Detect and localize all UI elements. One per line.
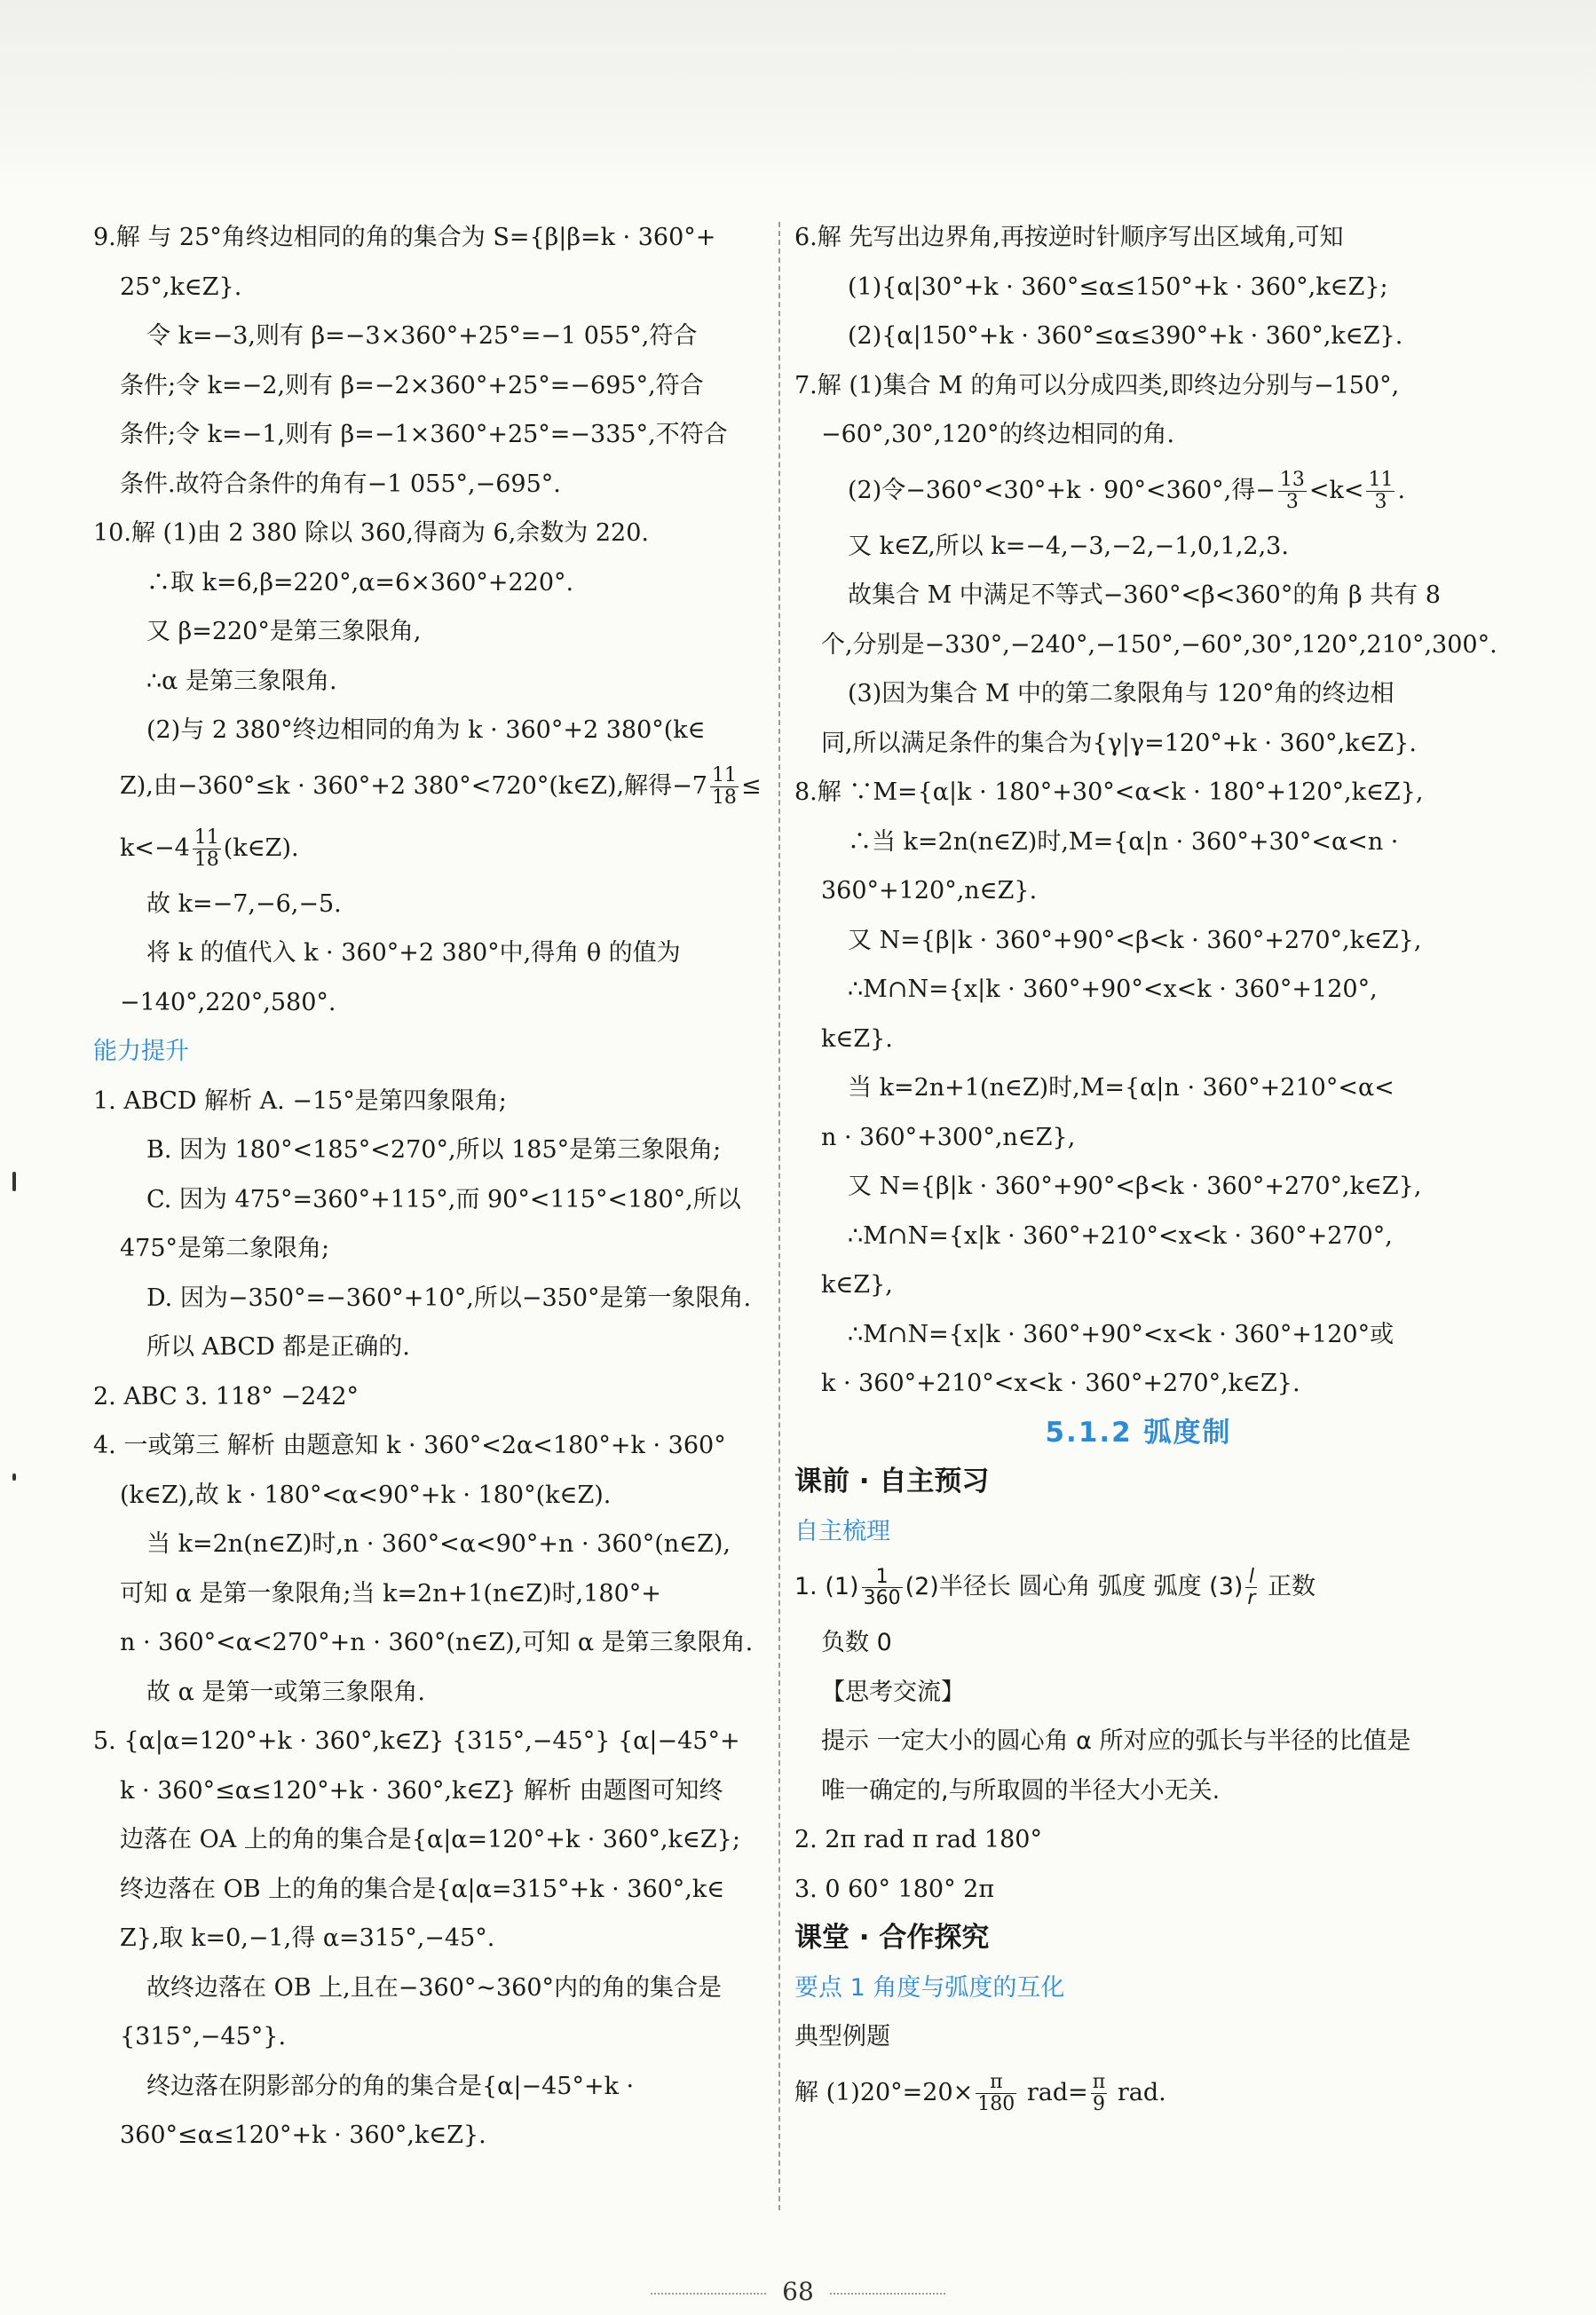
answer-1-line: C. 因为 475°=360°+115°,而 90°<115°<180°,所以 bbox=[146, 1185, 741, 1213]
answer-1-line: 1. ABCD 解析 A. −15°是第四象限角; bbox=[93, 1086, 507, 1115]
answer-10-line: 故 k=−7,−6,−5. bbox=[146, 889, 342, 918]
fraction: $\frac{11}{3}$ bbox=[1368, 469, 1394, 513]
answer-4-line: 可知 α 是第一象限角;当 k=2n+1(n∈Z)时,180°+ bbox=[120, 1579, 661, 1608]
scan-edge-mark bbox=[12, 1172, 16, 1191]
answer-1-line: D. 因为−350°=−360°+10°,所以−350°是第一象限角. bbox=[146, 1284, 752, 1312]
scan-edge-mark bbox=[12, 1474, 16, 1481]
answer-1-line: B. 因为 180°<185°<270°,所以 185°是第三象限角; bbox=[146, 1136, 722, 1164]
answer-8-line: ∴当 k=2n(n∈Z)时,M={α|n · 360°+30°<α<n · bbox=[848, 827, 1399, 856]
page-number-ornament bbox=[830, 2293, 945, 2295]
answer-7-line: 又 k∈Z,所以 k=−4,−3,−2,−1,0,1,2,3. bbox=[848, 532, 1289, 560]
hint-line: 唯一确定的,与所取圆的半径大小无关. bbox=[821, 1776, 1221, 1805]
answer-5-line: Z},取 k=0,−1,得 α=315°,−45°. bbox=[120, 1924, 495, 1952]
fraction: $\frac{11}{18}$ bbox=[711, 764, 737, 809]
answer-4-line: n · 360°<α<270°+n · 360°(n∈Z),可知 α 是第三象限角. bbox=[120, 1629, 754, 1656]
answer-4-line: (k∈Z),故 k · 180°<α<90°+k · 180°(k∈Z). bbox=[120, 1481, 612, 1509]
think-exchange-label: 【思考交流】 bbox=[821, 1678, 965, 1706]
fraction: $\frac{11}{18}$ bbox=[194, 826, 219, 871]
answer-6-line: (2){α|150°+k · 360°≤α≤390°+k · 360°,k∈Z}. bbox=[848, 322, 1403, 350]
left-column bbox=[93, 213, 761, 2161]
answer-8-line: 360°+120°,n∈Z}. bbox=[821, 877, 1038, 905]
answer-8-line: n · 360°+300°,n∈Z}, bbox=[821, 1123, 1076, 1151]
page-number-ornament bbox=[651, 2293, 766, 2295]
answer-8-line: ∴M∩N={x|k · 360°+90°<x<k · 360°+120°, bbox=[848, 976, 1378, 1003]
answer-1-line: 475°是第二象限角; bbox=[120, 1235, 330, 1262]
right-column bbox=[794, 213, 1497, 2124]
answer-8-line: 又 N={β|k · 360°+90°<β<k · 360°+270°,k∈Z}, bbox=[848, 926, 1422, 954]
preview-answer-1-line: 负数 0 bbox=[821, 1629, 892, 1656]
answer-7-line: 个,分别是−330°,−240°,−150°,−60°,30°,120°,210°,300°. bbox=[821, 630, 1497, 659]
answer-5-line: 故终边落在 OB 上,且在−360°~360°内的角的集合是 bbox=[146, 1973, 723, 2002]
answer-7-line: (2)令−360°<30°+k · 90°<360°,得− $\frac{13}{3}$ <k< $\frac{11}{3}$ . bbox=[848, 469, 1406, 513]
answer-9-line: 条件.故符合条件的角有−1 055°,−695°. bbox=[120, 470, 561, 498]
answer-10-line: k<−4 $\frac{11}{18}$ (k∈Z). bbox=[120, 826, 299, 871]
page-number: 68 bbox=[0, 2277, 1596, 2306]
answer-9-line: 25°,k∈Z}. bbox=[120, 273, 242, 301]
answer-5-line: k · 360°≤α≤120°+k · 360°,k∈Z} 解析 由题图可知终 bbox=[120, 1776, 723, 1805]
preview-answer-1-line: 1. (1) $\frac{1}{360}$ (2)半径长 圆心角 弧度 弧度 (3) $\frac{l}{r}$ 正数 bbox=[794, 1565, 1316, 1609]
subsection-heading: 自主梳理 bbox=[794, 1517, 890, 1545]
answer-10-line: −140°,220°,580°. bbox=[120, 988, 336, 1016]
section-heading: 课前 · 自主预习 bbox=[794, 1466, 990, 1497]
answer-10-line: (2)与 2 380°终边相同的角为 k · 360°+2 380°(k∈ bbox=[146, 716, 706, 744]
typical-example-label: 典型例题 bbox=[794, 2023, 890, 2050]
answer-5-line: 终边落在 OB 上的角的集合是{α|α=315°+k · 360°,k∈ bbox=[120, 1875, 725, 1903]
answer-10-line: ∴α 是第三象限角. bbox=[146, 667, 337, 695]
answer-7-line: (3)因为集合 M 中的第二象限角与 120°角的终边相 bbox=[848, 680, 1395, 707]
answer-10-line: 将 k 的值代入 k · 360°+2 380°中,得角 θ 的值为 bbox=[146, 939, 681, 967]
answer-4-line: 故 α 是第一或第三象限角. bbox=[146, 1678, 425, 1706]
answer-8-line: ∴M∩N={x|k · 360°+90°<x<k · 360°+120°或 bbox=[848, 1320, 1395, 1348]
answer-8-line: k · 360°+210°<x<k · 360°+270°,k∈Z}. bbox=[821, 1370, 1300, 1397]
answer-4-line: 4. 一或第三 解析 由题意知 k · 360°<2α<180°+k · 360° bbox=[93, 1432, 726, 1459]
fraction: $\frac{\pi}{9}$ bbox=[1092, 2071, 1106, 2115]
preview-answer-2-line: 2. 2π rad π rad 180° bbox=[794, 1826, 1042, 1853]
preview-answer-3-line: 3. 0 60° 180° 2π bbox=[794, 1875, 995, 1903]
answer-8-line: k∈Z}, bbox=[821, 1271, 893, 1299]
hint-line: 提示 一定大小的圆心角 α 所对应的弧长与半径的比值是 bbox=[821, 1727, 1411, 1755]
answer-8-line: 又 N={β|k · 360°+90°<β<k · 360°+270°,k∈Z}, bbox=[848, 1173, 1422, 1200]
answer-2-3-line: 2. ABC 3. 118° −242° bbox=[93, 1382, 359, 1410]
answer-9-line: 条件;令 k=−2,则有 β=−2×360°+25°=−695°,符合 bbox=[120, 371, 704, 399]
answer-7-line: 同,所以满足条件的集合为{γ|γ=120°+k · 360°,k∈Z}. bbox=[821, 729, 1418, 757]
answer-8-line: 8.解 ∵M={α|k · 180°+30°<α<k · 180°+120°,k∈Z}, bbox=[794, 778, 1424, 806]
answer-4-line: 当 k=2n(n∈Z)时,n · 360°<α<90°+n · 360°(n∈Z), bbox=[146, 1530, 731, 1558]
column-divider bbox=[778, 222, 780, 2210]
answer-10-line: 又 β=220°是第三象限角, bbox=[146, 618, 422, 645]
answer-9-line: 9.解 与 25°角终边相同的角的集合为 S={β|β=k · 360°+ bbox=[93, 224, 716, 251]
answer-9-line: 条件;令 k=−1,则有 β=−1×360°+25°=−335°,不符合 bbox=[120, 421, 728, 448]
answer-8-line: ∴M∩N={x|k · 360°+210°<x<k · 360°+270°, bbox=[848, 1221, 1393, 1250]
example-solution-line: 解 (1)20°=20× $\frac{\pi}{180}$ rad= $\frac{\pi}{9}$ rad. bbox=[794, 2071, 1166, 2115]
answer-5-line: 终边落在阴影部分的角的集合是{α|−45°+k · bbox=[146, 2072, 635, 2100]
answer-6-line: (1){α|30°+k · 360°≤α≤150°+k · 360°,k∈Z}; bbox=[848, 273, 1388, 301]
answer-5-line: {315°,−45°}. bbox=[120, 2023, 287, 2050]
top-scan-shading bbox=[0, 0, 1596, 191]
answer-7-line: 7.解 (1)集合 M 的角可以分成四类,即终边分别与−150°, bbox=[794, 371, 1400, 399]
answer-6-line: 6.解 先写出边界角,再按逆时针顺序写出区域角,可知 bbox=[794, 224, 1344, 251]
answer-5-line: 边落在 OA 上的角的集合是{α|α=120°+k · 360°,k∈Z}; bbox=[120, 1826, 740, 1853]
answer-7-line: −60°,30°,120°的终边相同的角. bbox=[821, 421, 1175, 448]
key-point-heading: 要点 1 角度与弧度的互化 bbox=[794, 1973, 1065, 2002]
fraction: $\frac{\pi}{180}$ bbox=[977, 2071, 1015, 2115]
answer-1-line: 所以 ABCD 都是正确的. bbox=[146, 1333, 410, 1361]
answer-9-line: 令 k=−3,则有 β=−3×360°+25°=−1 055°,符合 bbox=[146, 322, 698, 350]
fraction: $\frac{l}{r}$ bbox=[1247, 1565, 1256, 1609]
fraction: $\frac{1}{360}$ bbox=[863, 1565, 901, 1609]
answer-5-line: 360°≤α≤120°+k · 360°,k∈Z}. bbox=[120, 2121, 486, 2149]
answer-7-line: 故集合 M 中满足不等式−360°<β<360°的角 β 共有 8 bbox=[848, 581, 1441, 609]
fraction: $\frac{13}{3}$ bbox=[1279, 469, 1305, 513]
answer-10-line: ∴取 k=6,β=220°,α=6×360°+220°. bbox=[146, 568, 574, 597]
answer-5-line: 5. {α|α=120°+k · 360°,k∈Z} {315°,−45°} {α|−45°+ bbox=[93, 1727, 740, 1755]
answer-8-line: k∈Z}. bbox=[821, 1024, 893, 1053]
answer-10-line: Z),由−360°≤k · 360°+2 380°<720°(k∈Z),解得−7 $\frac{11}{18}$ ≤ bbox=[120, 764, 762, 809]
section-heading: 课堂 · 合作探究 bbox=[794, 1922, 990, 1954]
answer-10-line: 10.解 (1)由 2 380 除以 360,得商为 6,余数为 220. bbox=[93, 519, 649, 547]
subsection-heading: 能力提升 bbox=[93, 1038, 189, 1065]
section-title: 5.1.2 弧度制 bbox=[1045, 1416, 1232, 1449]
answer-8-line: 当 k=2n+1(n∈Z)时,M={α|n · 360°+210°<α< bbox=[848, 1074, 1395, 1102]
